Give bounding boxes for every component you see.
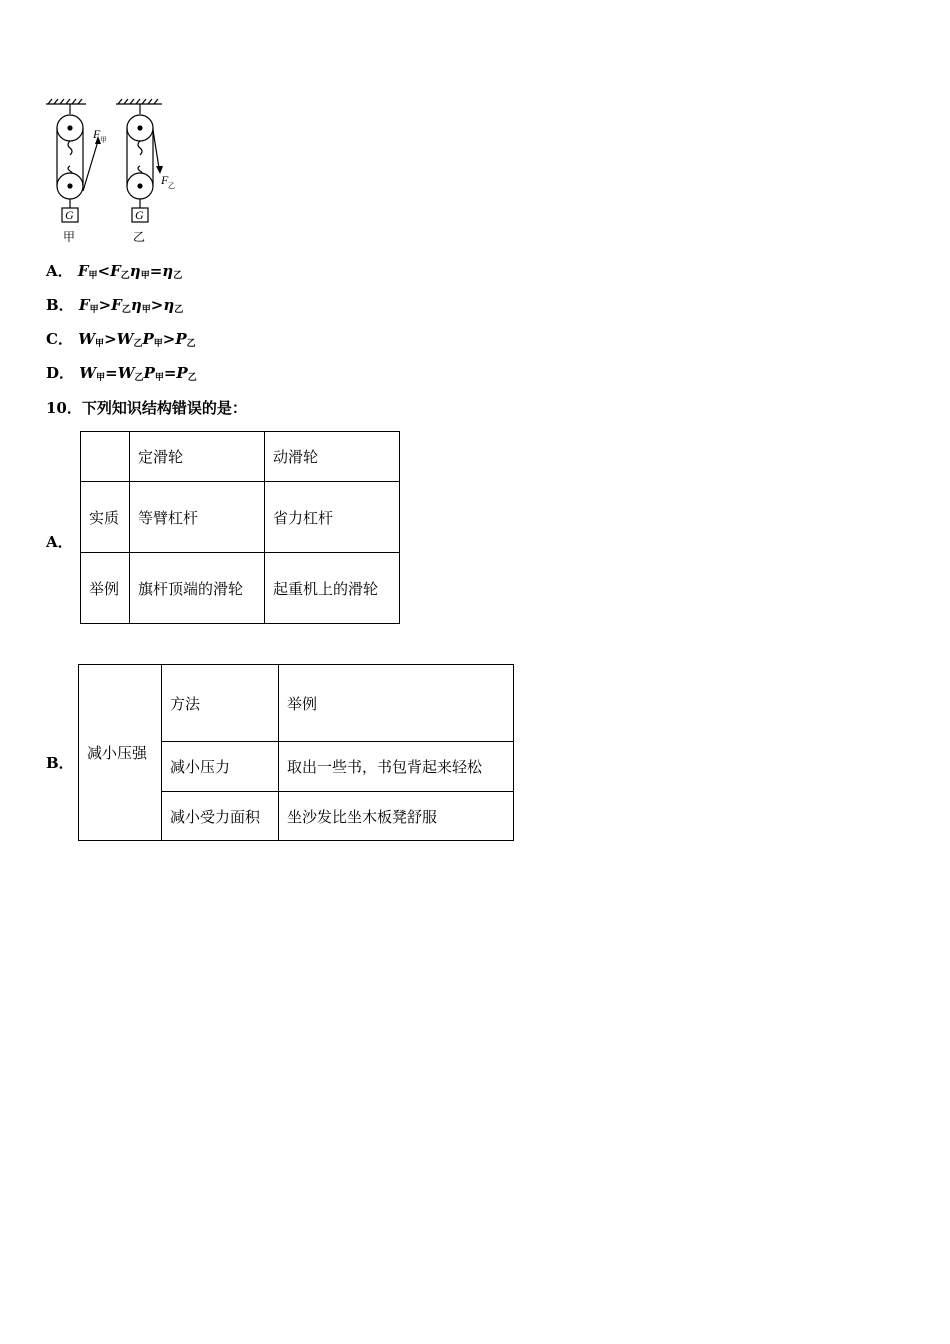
symbol: >η [150,296,175,314]
symbol: >F [98,296,122,314]
subscript: 甲 [153,339,163,349]
symbol: η [129,262,141,280]
table-title-cell: 减小压强 [79,665,162,841]
question-10-title: 10．下列知识结构错误的是： [46,399,247,417]
subscript: 甲 [141,305,151,315]
subscript: 甲 [154,373,164,383]
symbol: W [79,364,97,382]
symbol: =W [105,364,135,382]
table-header-cell: 定滑轮 [130,432,265,482]
symbol: >P [162,330,187,348]
option-letter: A． [46,262,73,280]
force-label-right: F [161,173,169,187]
subscript: 乙 [121,305,131,315]
subscript: 甲 [140,271,150,281]
symbol: P [143,364,155,382]
force-label-left: F [93,127,101,141]
symbol: P [142,330,154,348]
weight-label-left: G [65,208,74,222]
option-c[interactable] [46,329,196,354]
table-cell: 省力杠杆 [265,482,400,553]
ceiling-hatch-left [48,99,82,104]
table-a [80,431,400,624]
force-sub-left: 甲 [100,136,107,144]
subscript: 甲 [96,373,106,383]
symbol: <F [97,262,121,280]
force-sub-right: 乙 [168,182,175,190]
subscript: 甲 [95,339,105,349]
table-row [79,665,514,742]
table-cell: 等臂杠杆 [130,482,265,553]
table-cell: 减小压力 [162,742,279,792]
option-d[interactable] [46,363,197,388]
symbol: η [130,296,142,314]
symbol: W [78,330,96,348]
caption-left: 甲 [63,230,76,244]
table-cell: 减小受力面积 [162,792,279,841]
table-cell [81,432,130,482]
symbol: >W [104,330,134,348]
subscript: 甲 [89,305,99,315]
caption-right: 乙 [133,230,146,244]
subscript: 乙 [186,339,196,349]
table-b [78,664,514,841]
option-a[interactable] [46,261,182,286]
weight-label-right: G [135,208,144,222]
table-header-cell: 动滑轮 [265,432,400,482]
option-b[interactable] [46,295,183,320]
subscript: 甲 [88,271,98,281]
ceiling-hatch-right [118,99,158,104]
table-b-label[interactable]: B． [46,754,74,772]
table-a-label[interactable]: A． [46,533,73,551]
table-cell: 举例 [81,553,130,624]
table-cell: 坐沙发比坐木板凳舒服 [279,792,514,841]
subscript: 乙 [173,271,183,281]
option-letter: B． [46,296,74,314]
table-cell: 旗杆顶端的滑轮 [130,553,265,624]
table-header-cell: 举例 [279,665,514,742]
table-row [81,482,400,553]
table-header-cell: 方法 [162,665,279,742]
table-row [81,553,400,624]
subscript: 乙 [133,339,143,349]
table-row [81,432,400,482]
subscript: 乙 [134,373,144,383]
option-letter: C． [46,330,73,348]
subscript: 乙 [174,305,184,315]
subscript: 乙 [187,373,197,383]
symbol: =P [163,364,188,382]
symbol: F [78,296,90,314]
option-letter: D． [46,364,75,382]
table-cell: 起重机上的滑轮 [265,553,400,624]
table-cell: 取出一些书，书包背起来轻松 [279,742,514,792]
subscript: 乙 [120,271,130,281]
symbol: F [77,262,89,280]
table-cell: 实质 [81,482,130,553]
symbol: =η [149,262,174,280]
pulley-figure [40,96,190,252]
